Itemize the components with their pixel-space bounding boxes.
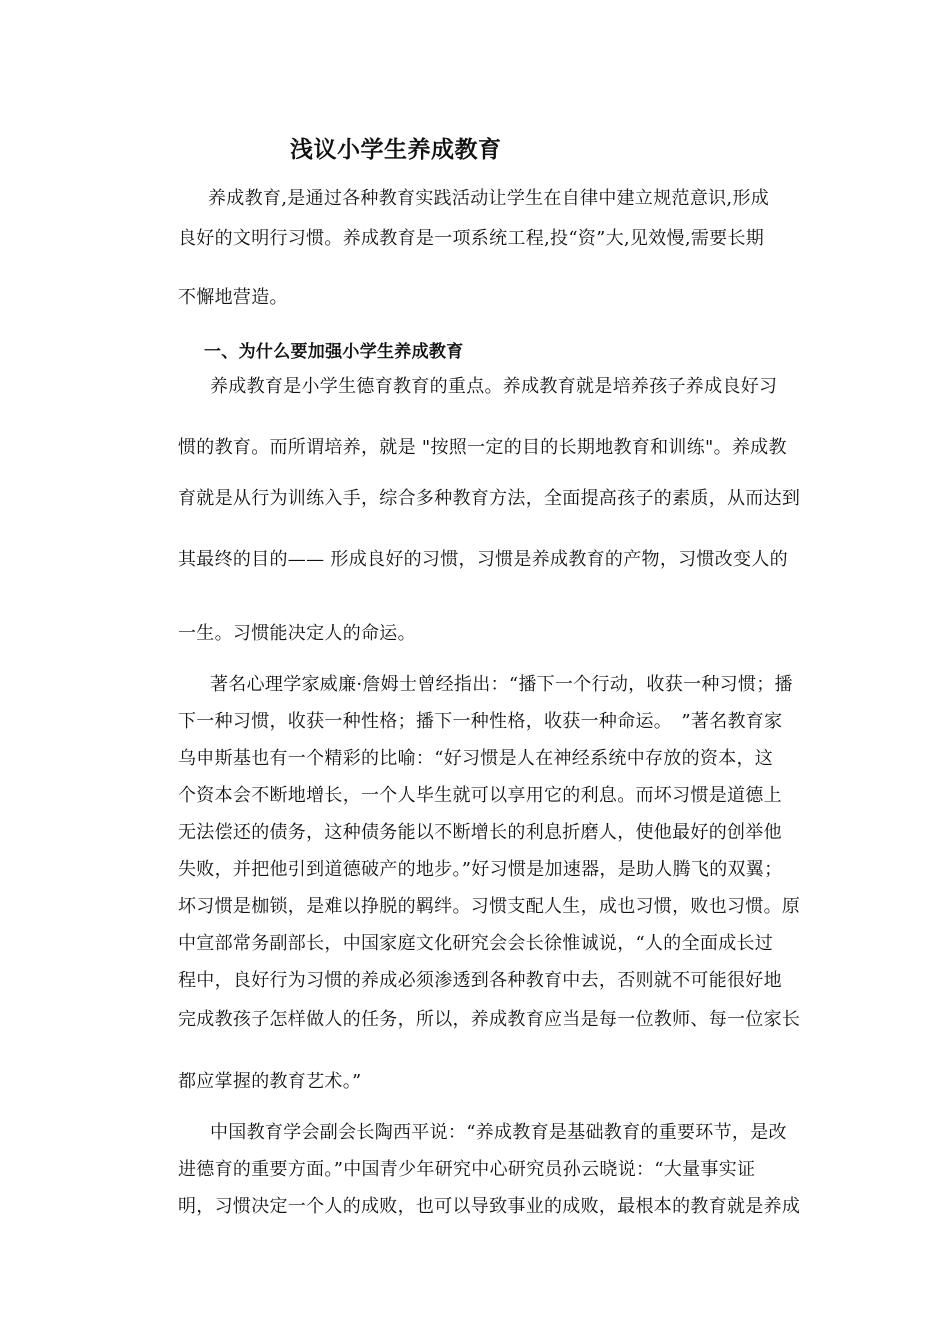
section-1-para-2-line-11: 都应掌握的教育艺术。” — [178, 1071, 362, 1092]
section-1-para-1-line-1: 养成教育是小学生德育教育的重点。养成教育就是培养孩子养成良好习 — [210, 376, 778, 397]
intro-line-1: 养成教育,是通过各种教育实践活动让学生在自律中建立规范意识,形成 — [208, 188, 770, 209]
section-1-para-2-line-6: 失败，并把他引到道德破产的地步。”好习惯是加速器，是助人腾飞的双翼； — [178, 859, 783, 880]
section-1-para-1-line-5: 一生。习惯能决定人的命运。 — [178, 623, 416, 644]
section-1-para-3-line-1: 中国教育学会副会长陶西平说：“养成教育是基础教育的重要环节，是改 — [210, 1122, 787, 1143]
intro-line-3: 不懈地营造。 — [178, 287, 288, 308]
section-1-para-2-line-7: 坏习惯是枷锁，是难以挣脱的羁绊。习惯支配人生，成也习惯，败也习惯。原 — [178, 896, 801, 917]
section-1-heading: 一、为什么要加强小学生养成教育 — [204, 342, 464, 362]
section-1-para-2-line-3: 乌申斯基也有一个精彩的比喻：“好习惯是人在神经系统中存放的资本，这 — [178, 748, 774, 769]
section-1-para-3-line-3: 明，习惯决定一个人的成败，也可以导致事业的成败，最根本的教育就是养成 — [178, 1196, 801, 1217]
intro-line-2: 良好的文明行习惯。养成教育是一项系统工程,投“资”大,见效慢,需要长期 — [178, 228, 765, 249]
section-1-para-2-line-5: 无法偿还的债务，这种债务能以不断增长的利息折磨人，使他最好的创举他 — [178, 822, 782, 843]
section-1-para-2-line-4: 个资本会不断地增长，一个人毕生就可以享用它的利息。而坏习惯是道德上 — [178, 785, 782, 806]
section-1-para-2-line-9: 程中，良好行为习惯的养成必须渗透到各种教育中去，否则就不可能很好地 — [178, 970, 782, 991]
section-1-para-2-line-1: 著名心理学家威廉·詹姆士曾经指出：“播下一个行动，收获一种习惯；播 — [210, 674, 793, 695]
section-1-para-2-line-2: 下一种习惯，收获一种性格；播下一种性格，收获一种命运。 ”著名教育家 — [178, 711, 783, 732]
section-1-para-3-line-2: 进德育的重要方面。”中国青少年研究中心研究员孙云晓说：“大量事实证 — [178, 1159, 756, 1180]
document-title: 浅议小学生养成教育 — [290, 137, 502, 163]
section-1-para-2-line-10: 完成教孩子怎样做人的任务，所以，养成教育应当是每一位教师、每一位家长 — [178, 1009, 801, 1030]
section-1-para-1-line-4: 其最终的目的—— 形成良好的习惯，习惯是养成教育的产物，习惯改变人的 — [178, 549, 788, 570]
section-1-para-2-line-8: 中宣部常务副部长，中国家庭文化研究会会长徐惟诚说，“人的全面成长过 — [178, 933, 774, 954]
section-1-para-1-line-3: 育就是从行为训练入手，综合多种教育方法，全面提高孩子的素质，从而达到 — [178, 488, 801, 509]
section-1-para-1-line-2: 惯的教育。而所谓培养，就是 "按照一定的目的长期地教育和训练"。养成教 — [178, 437, 787, 458]
